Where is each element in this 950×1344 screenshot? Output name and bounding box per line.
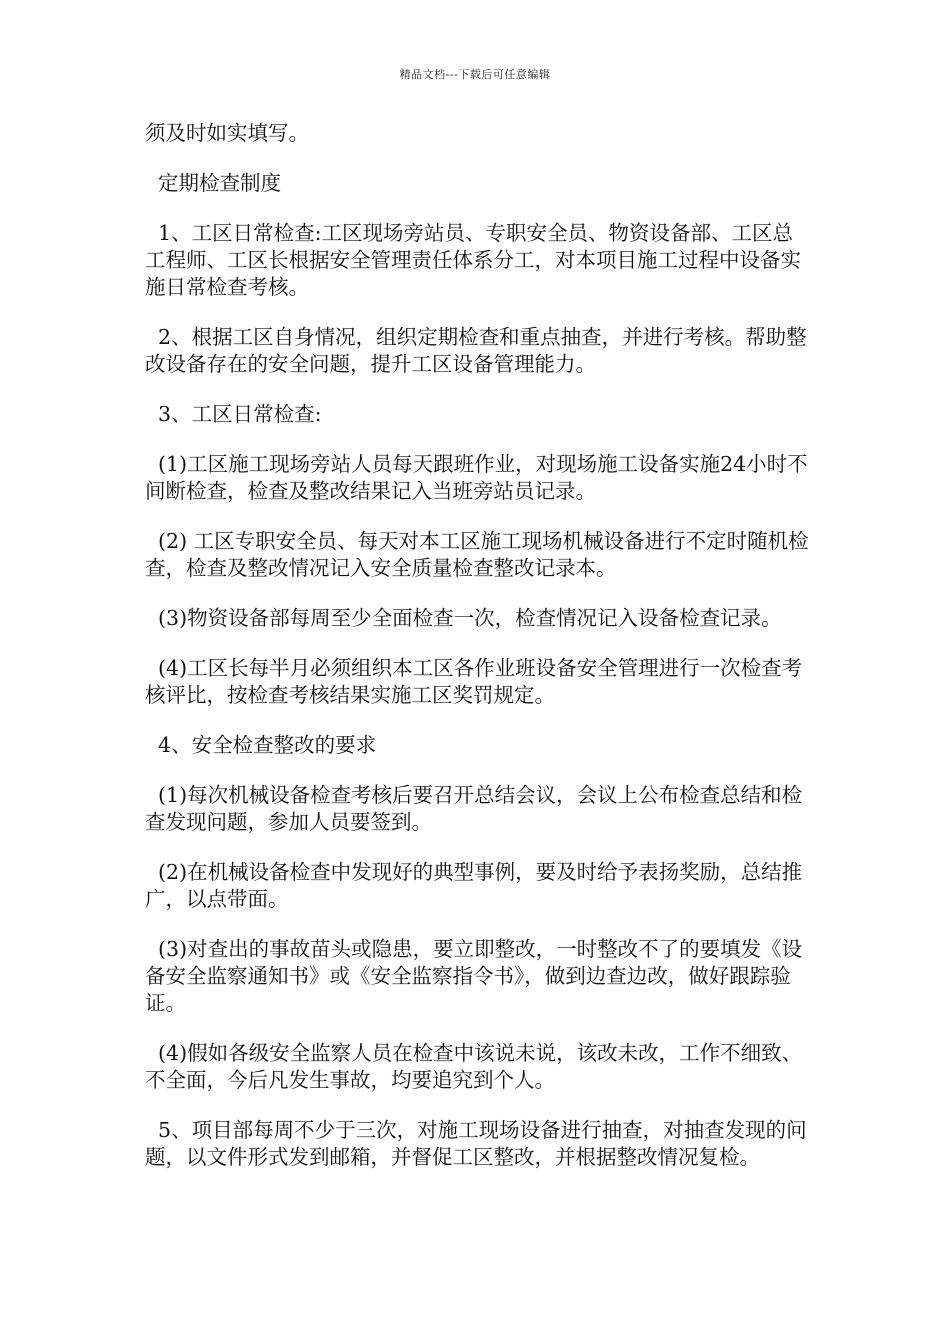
paragraph-item-4-4: (4)假如各级安全监察人员在检查中该说未说，该改未改，工作不细致、不全面，今后凡发生事故，均要追究到个人。 bbox=[145, 1041, 803, 1092]
page-header: 精品文档---下载后可任意编辑 bbox=[399, 68, 551, 81]
paragraph-item-4-2: (2)在机械设备检查中发现好的典型事例，要及时给予表扬奖励，总结推广，以点带面。 bbox=[145, 860, 803, 911]
paragraph-item-4: 4、安全检查整改的要求 bbox=[145, 733, 377, 757]
paragraph-item-3-3: (3)物资设备部每周至少全面检查一次，检查情况记入设备检查记录。 bbox=[145, 606, 782, 630]
paragraph-item-3-4: (4)工区长每半月必须组织本工区各作业班设备安全管理进行一次检查考核评比，按检查考核结果实施工区奖罚规定。 bbox=[145, 656, 803, 707]
paragraph-item-3-1: (1)工区施工现场旁站人员每天跟班作业，对现场施工设备实施24小时不间断检查，检查及整改结果记入当班旁站员记录。 bbox=[145, 452, 808, 503]
document-body bbox=[145, 120, 813, 1194]
section-title-inspection-system: 定期检查制度 bbox=[145, 171, 282, 195]
paragraph-item-5: 5、项目部每周不少于三次，对施工现场设备进行抽查，对抽查发现的问题，以文件形式发到邮箱，并督促工区整改，并根据整改情况复检。 bbox=[145, 1118, 807, 1169]
paragraph-continuation: 须及时如实填写。 bbox=[145, 121, 309, 145]
paragraph-item-2: 2、根据工区自身情况，组织定期检查和重点抽查，并进行考核。帮助整改设备存在的安全问题，提升工区设备管理能力。 bbox=[145, 325, 807, 376]
paragraph-item-3-2: (2) 工区专职安全员、每天对本工区施工现场机械设备进行不定时随机检查，检查及整改情况记入安全质量检查整改记录本。 bbox=[145, 529, 809, 580]
paragraph-item-3: 3、工区日常检查: bbox=[145, 402, 322, 426]
paragraph-item-4-3: (3)对查出的事故苗头或隐患，要立即整改，一时整改不了的要填发《设备安全监察通知书》或《安全监察指令书》，做到边查边改，做好跟踪验证。 bbox=[145, 937, 803, 1015]
paragraph-item-4-1: (1)每次机械设备检查考核后要召开总结会议，会议上公布检查总结和检查发现问题，参加人员要签到。 bbox=[145, 783, 803, 834]
paragraph-item-1: 1、工区日常检查:工区现场旁站员、专职安全员、物资设备部、工区总工程师、工区长根据安全管理责任体系分工，对本项目施工过程中设备实施日常检查考核。 bbox=[145, 221, 801, 299]
